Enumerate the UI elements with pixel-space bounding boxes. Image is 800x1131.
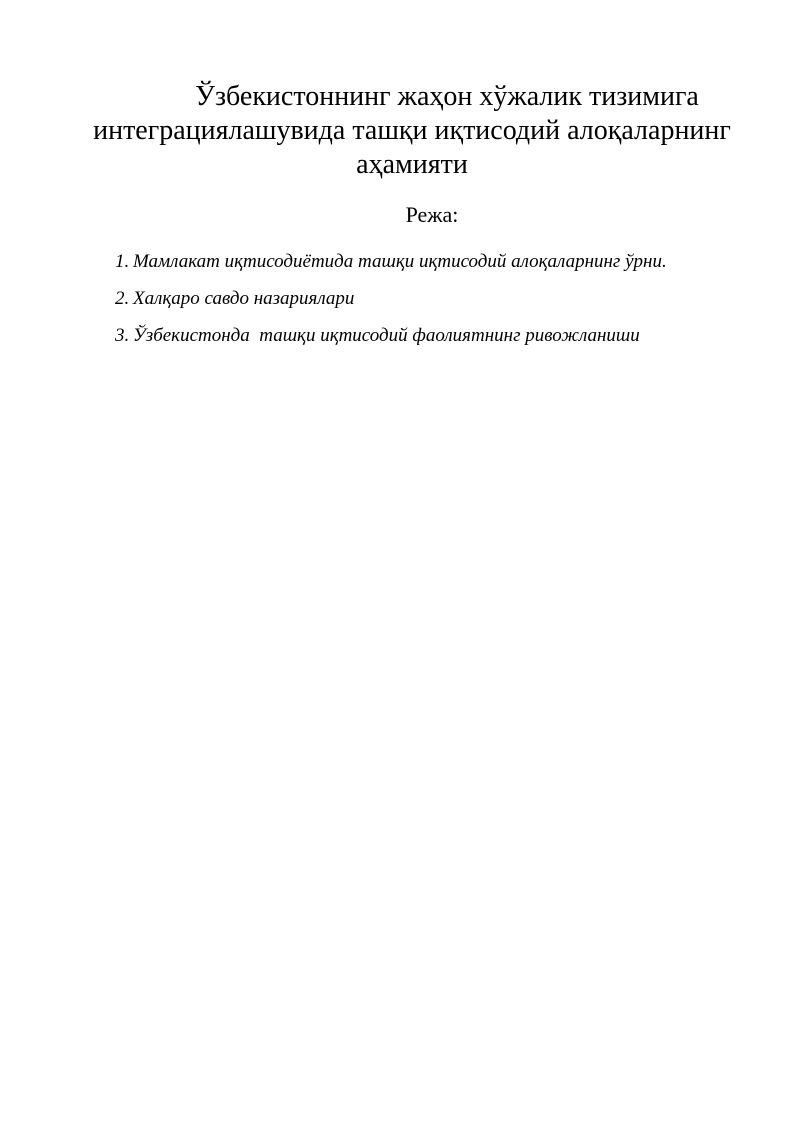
plan-item-2 [115, 287, 775, 311]
plan-item-text: Мамлакат иқтисодиётида ташқи иқтисодий алоқаларнинг ўрни. [133, 251, 667, 272]
plan-heading: Режа: [405, 202, 459, 227]
plan-item-number: 3. [115, 325, 130, 346]
plan-item-text: Халқаро савдо назариялари [133, 288, 355, 309]
plan-item-number: 1. [115, 251, 130, 272]
document-title [40, 80, 784, 182]
plan-item-3 [115, 324, 775, 348]
plan-item-text: Ўзбекистонда ташқи иқтисодий фаолиятнинг ривожланиши [133, 325, 640, 346]
plan-list [115, 250, 775, 361]
title-line-3: аҳамияти [356, 149, 468, 180]
plan-item-number: 2. [115, 288, 130, 309]
title-line-2: интеграциялашувида ташқи иқтисодий алоқаларнинг [93, 115, 731, 146]
plan-item-1 [115, 250, 775, 274]
title-line-1: Ўзбекистоннинг жаҳон хўжалик тизимига [195, 81, 699, 112]
